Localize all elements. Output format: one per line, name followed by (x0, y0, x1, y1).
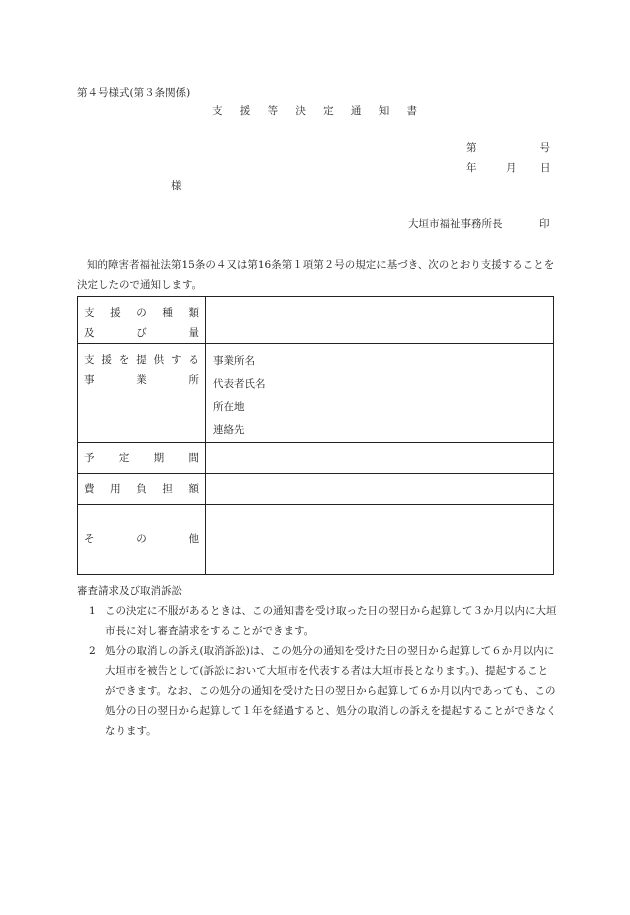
row-label-char: 間 (188, 451, 199, 464)
doc-number-prefix: 第 (466, 142, 477, 154)
recipient-suffix: 様 (171, 180, 182, 192)
row-label-char: 援 (101, 353, 112, 366)
row-label-char: 及 (84, 326, 95, 339)
body-text: 知的障害者福祉法第15条の４又は第16条第１項第２号の規定に基づき、次のとおり支援することを決定したので通知します。 (77, 259, 555, 291)
row-label-line (84, 448, 199, 468)
title-char: 通 (350, 105, 362, 117)
row-label-line (84, 303, 199, 323)
row-label-char: 他 (188, 533, 199, 546)
table-row (78, 505, 554, 575)
row-label (78, 474, 206, 505)
row-label (78, 443, 206, 474)
decision-table (77, 296, 554, 575)
date-day-label: 日 (540, 162, 551, 174)
table-row (78, 474, 554, 505)
row-label-char: 額 (188, 482, 199, 495)
row-label (78, 344, 206, 443)
form-number: 第４号様式(第３条関係) (77, 87, 191, 99)
document-title (212, 106, 417, 117)
date-year-label: 年 (466, 162, 477, 174)
notice-item (87, 601, 557, 641)
row-label-char: 提 (136, 353, 147, 366)
notice-item (87, 641, 557, 741)
row-label-char: 量 (188, 326, 199, 339)
date-line (466, 163, 550, 175)
date-month-label: 月 (506, 162, 517, 174)
row-label-char: 種 (162, 306, 173, 319)
row-label-char: 負 (136, 482, 147, 495)
row-value (206, 474, 554, 505)
row-label-char: 援 (110, 306, 121, 319)
row-value (206, 344, 554, 443)
title-char: 定 (323, 105, 334, 117)
table-row (78, 443, 554, 474)
row-value-line: 所在地 (213, 401, 245, 414)
row-label-char: の (136, 533, 147, 546)
row-label-char: 支 (84, 306, 95, 319)
row-label-char: の (136, 306, 147, 319)
doc-number-suffix: 号 (539, 142, 550, 154)
row-label-char: る (188, 353, 199, 366)
title-char: 等 (267, 105, 279, 117)
row-value (206, 297, 554, 344)
notice-heading: 審査請求及び取消訴訟 (77, 585, 182, 597)
row-label-char: 定 (118, 451, 130, 464)
row-label-char: 事 (84, 373, 95, 386)
row-label-line (84, 350, 199, 370)
notice-section (77, 581, 557, 741)
row-label-char: を (118, 353, 130, 366)
row-label-char: 用 (110, 482, 121, 495)
title-char: 決 (295, 105, 306, 117)
row-label (78, 505, 206, 575)
notice-item-number: 1 (89, 605, 96, 617)
row-label-char: 予 (84, 451, 95, 464)
row-label-line (84, 323, 199, 343)
title-char: 援 (239, 105, 251, 117)
notice-item-text: この決定に不服があるときは、この通知書を受け取った日の翌日から起算して３か月以内に大垣市長に対し審査請求をすることができます。 (105, 605, 557, 637)
document-number-line (466, 143, 550, 154)
row-label-char: す (171, 353, 182, 366)
row-label-line (84, 370, 199, 390)
row-label-char: 支 (84, 353, 95, 366)
row-label-line (84, 530, 199, 550)
row-value-line: 代表者氏名 (213, 378, 266, 391)
notice-item-number: 2 (89, 645, 96, 657)
row-value-line: 事業所名 (213, 355, 255, 368)
row-label-char: び (136, 326, 147, 339)
issuer-name: 大垣市福祉事務所長 (408, 218, 503, 230)
row-label (78, 297, 206, 344)
row-value (206, 505, 554, 575)
title-char: 知 (378, 105, 390, 117)
row-label-char: 類 (188, 306, 199, 319)
notice-item-text: 処分の取消しの訴え(取消訴訟)は、この処分の通知を受けた日の翌日から起算して６か月以内に大垣市を被告として(訴訟において大垣市を代表する者は大垣市長となります。)、提起することができます。なお、この処分の通知を受けた日の翌日から起算して６か月以内であっても、この処分の日の翌日から起算して１年を経過すると、処分の取消しの訴えを提起することができなくなります。 (105, 645, 557, 737)
row-label-char: 所 (188, 373, 199, 386)
row-value (206, 443, 554, 474)
table-row (78, 344, 554, 443)
row-label-char: 期 (153, 451, 165, 464)
row-value-line: 連絡先 (213, 424, 245, 437)
table-row (78, 297, 554, 344)
row-label-char: そ (84, 533, 95, 546)
row-label-char: 担 (162, 482, 173, 495)
title-char: 書 (406, 105, 417, 117)
row-label-char: 業 (136, 373, 147, 386)
title-char: 支 (212, 105, 223, 117)
row-label-line (84, 479, 199, 499)
seal-mark: 印 (539, 218, 550, 230)
row-label-char: 供 (153, 353, 165, 366)
row-label-char: 費 (84, 482, 95, 495)
